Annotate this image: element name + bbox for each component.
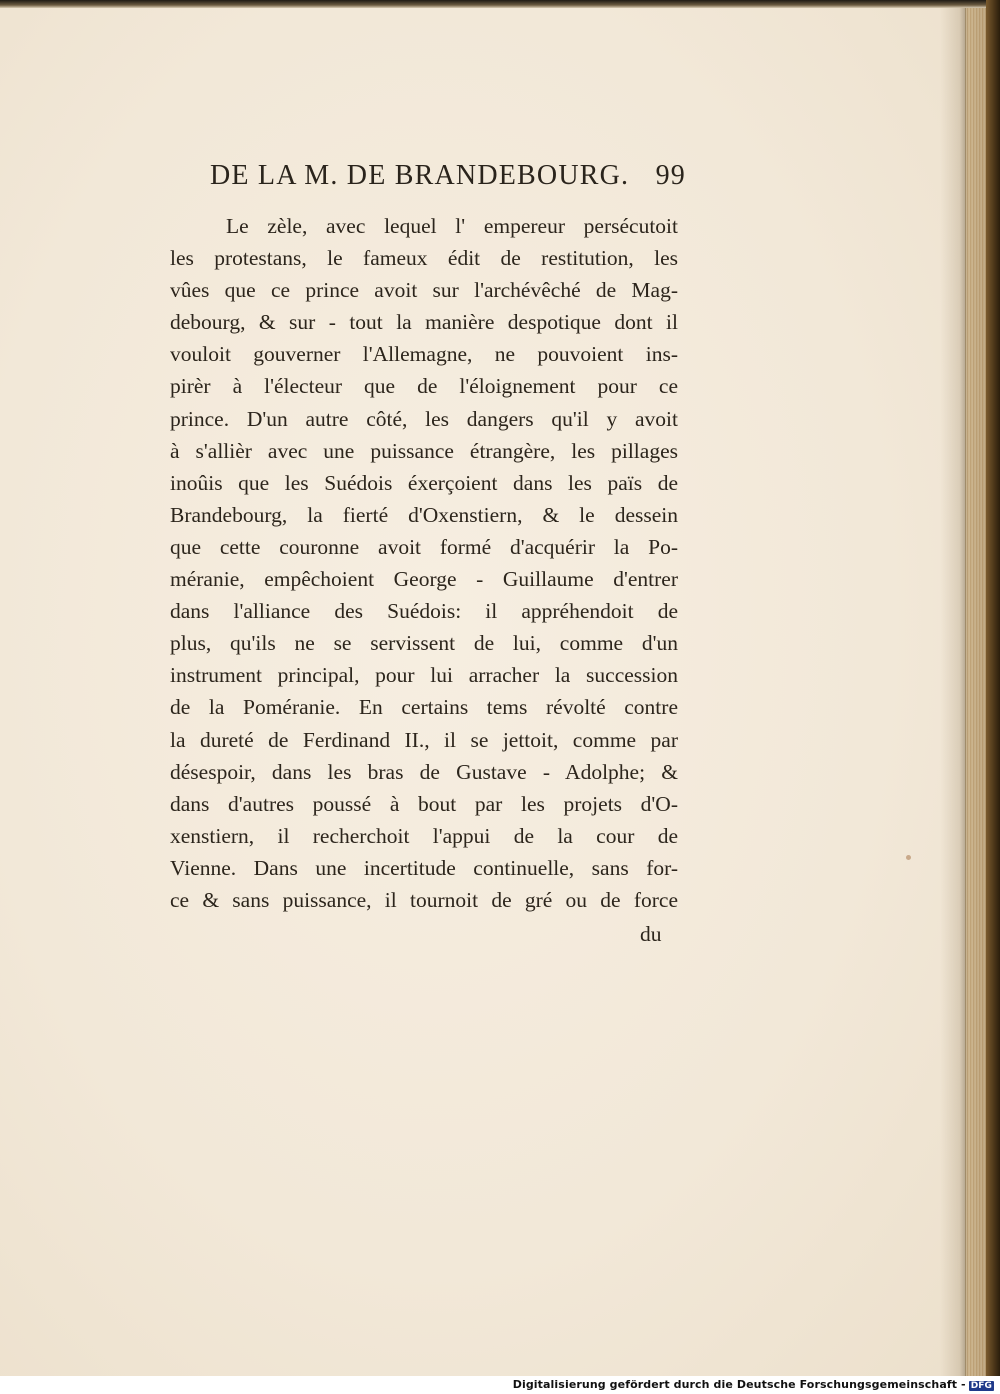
page-number: 99 (655, 160, 686, 191)
body-text (170, 210, 678, 916)
text-line: les protestans, le fameux édit de restitution, les (170, 246, 678, 271)
text-line: dans d'autres poussé à bout par les projets d'O- (170, 791, 678, 816)
text-line: vûes que ce prince avoit sur l'archévêché de Mag- (170, 278, 678, 303)
text-line: ce & sans puissance, il tournoit de gré ou de force (170, 887, 678, 912)
text-line: de la Poméranie. En certains tems révolté contre (170, 695, 678, 720)
text-line: Vienne. Dans une incertitude continuelle, sans for- (170, 855, 678, 880)
catchword: du (640, 922, 662, 946)
text-line: Le zèle, avec lequel l' empereur persécutoit (226, 214, 678, 238)
text-line: vouloit gouverner l'Allemagne, ne pouvoient ins- (170, 342, 678, 367)
running-head-title: DE LA M. DE BRANDEBOURG. (210, 160, 630, 191)
page-gutter-shadow (940, 8, 968, 1376)
running-head (210, 160, 686, 200)
dfg-logo: DFG (970, 1381, 992, 1391)
text-line: désespoir, dans les bras de Gustave - Adolphe; & (170, 759, 678, 784)
text-line: instrument principal, pour lui arracher la succession (170, 663, 678, 688)
text-line: plus, qu'ils ne se servissent de lui, comme d'un (170, 631, 678, 656)
text-line: que cette couronne avoit formé d'acquérir la Po- (170, 534, 678, 559)
text-line: à s'allièr avec une puissance étrangère, les pillages (170, 438, 678, 463)
text-line: debourg, & sur - tout la manière despotique dont il (170, 310, 678, 335)
text-line: xenstiern, il recherchoit l'appui de la cour de (170, 823, 678, 848)
text-line: méranie, empêchoient George - Guillaume d'entrer (170, 567, 678, 592)
text-line: la dureté de Ferdinand II., il se jettoit, comme par (170, 727, 678, 752)
text-line: dans l'alliance des Suédois: il appréhendoit de (170, 599, 678, 624)
book-top-edge (0, 0, 1000, 8)
paper-speck (906, 855, 911, 860)
text-line: Brandebourg, la fierté d'Oxenstiern, & le dessein (170, 502, 678, 527)
digitization-credit (513, 1378, 994, 1391)
text-line: inoûis que les Suédois éxerçoient dans les païs de (170, 470, 678, 495)
book-binding (986, 0, 1000, 1394)
credit-text: Digitalisierung gefördert durch die Deutsche Forschungsgemeinschaft - (512, 1378, 966, 1391)
text-line: pirèr à l'électeur que de l'éloignement pour ce (170, 374, 678, 399)
text-line: prince. D'un autre côté, les dangers qu'il y avoit (170, 406, 678, 431)
